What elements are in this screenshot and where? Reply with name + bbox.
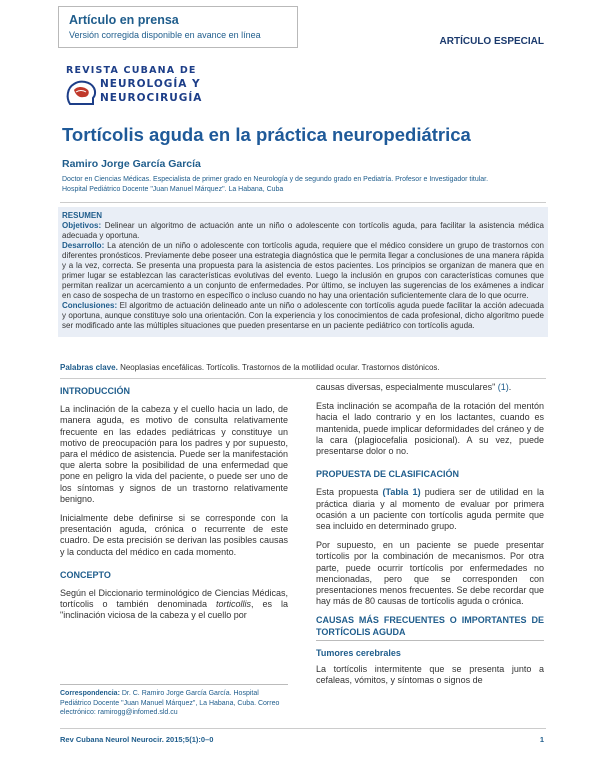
reference-link-1[interactable]: (1) [497,382,509,392]
classification-text-b: pudiera ser de utilidad en la práctica diaria y al momento de evaluar por primera ocasión a un paciente con tortícolis aguda permite que sea incluido en determinado grupo. [316,487,545,532]
right-column [316,382,544,694]
concept-paragraph-2: Esta inclinación se acompaña de la rotación del mentón hacia el lado contrario y en los lactantes, cuando es mantenida, puede implicar deformidades del cráneo y de la cara (plagiocefalia posicional). A su vez, puede presentarse dolor o no. [316,401,544,457]
abstract-conclusions [62,301,544,331]
journal-logo [62,64,207,112]
conclusions-label: Conclusiones: [62,301,118,310]
tumors-paragraph-1: La tortícolis intermitente que se presenta junto a cefaleas, vómitos, y síntomas o signos de [316,664,544,686]
author-name: Ramiro Jorge García García [62,158,201,170]
classification-paragraph-1 [316,487,544,532]
classification-paragraph-2: Por supuesto, en un paciente se puede presentar tortícolis por la combinación de mecanismos. Por otra parte, puede ocurrir tortícolis por enfermedades no mencionadas, pero que se corresponden con presentaciones menos frecuentes. Se debe recordar que hay más de 80 causas de tortícolis aguda o crónica. [316,540,544,607]
correspondence-text: Dr. C. Ramiro Jorge García García. Hospital Pediátrico Docente "Juan Manuel Márquez", La Habana, Cuba. Correo electrónico: ramirogg@infomed.sld.cu [60,690,280,716]
continuation-text: causas diversas, especialmente musculares" [316,382,498,392]
keywords [60,362,546,373]
concept-term: torticollis [216,599,252,610]
intro-paragraph-1: La inclinación de la cabeza y el cuello hacia un lado, de manera aguda, es motivo de consulta relativamente frecuente en las edades pediátricas y constituye un motivo de preocupación para los padres y por supuesto, para el médico de asistencia. Puede ser la manifestación que alerta sobre la posibilidad de una enfermedad que pone en peligro la vida del paciente, o puede ser uno de los síntomas y signos de un trastorno relativamente benigno. [60,404,288,504]
development-text: La atención de un niño o adolescente con tortícolis aguda, requiere que el médico considere un grupo de trastornos con diferentes pronósticos. Previamente debe poseer una estrategia diagnóstica que le permita llegar a conclusiones de una manera rápida y a la vez, correcta. Se presenta una propuesta para la asistencia de estos pacientes. Los principios se organizan de manera que en primer lugar se establezcan las características evolutivas del evento. Luego la inclusión en grupos con características comunes que permitan realizar un acercamiento a un conjunto de enfermedades. Por último, se incluyen las sugerencias de los exámenes a indicar en caso de sospecha de un trastorno en específico o incluso cuando no hay una orientación suficientemente clara de lo que ocurre. [62,241,544,300]
affiliation-line-2: Hospital Pediátrico Docente "Juan Manuel Márquez". La Habana, Cuba [62,185,284,193]
in-press-title: Artículo en prensa [69,13,179,27]
subheading-brain-tumors: Tumores cerebrales [316,647,401,658]
concept-paragraph-1 [60,588,288,622]
keywords-text: Neoplasias encefálicas. Tortícolis. Trastornos de la motilidad ocular. Trastornos distónicos. [120,363,440,372]
page-number: 1 [539,735,544,744]
header-divider [60,202,546,203]
section-heading-concept: CONCEPTO [60,569,111,580]
logo-line-3: NEUROCIRUGÍA [100,92,203,104]
intro-paragraph-2: Inicialmente debe definirse si se corresponde con la presentación aguda, crónica o recurrente de este cuadro. De esta precisión se derivan las posibles causas y la conducta del médico en cada momento. [60,513,288,557]
article-title: Tortícolis aguda en la práctica neuropediátrica [62,124,471,145]
brain-head-icon [64,78,98,108]
development-label: Desarrollo: [62,241,105,250]
correspondence-note [60,684,288,718]
continuation-end: . [508,382,512,392]
abstract-development [62,241,544,301]
author-affiliation [62,175,542,194]
abstract-heading: RESUMEN [62,211,103,220]
table-1-link[interactable]: (Tabla 1) [382,487,421,498]
concept-text-b: , es la "inclinación viciosa de la cabeza y el cuello por [60,599,289,621]
logo-line-1: REVISTA CUBANA DE [66,65,197,76]
left-column [60,382,288,630]
affiliation-line-1: Doctor en Ciencias Médicas. Especialista de primer grado en Neurología y de segundo grado en Pediatría. Profesor e Investigador titular. [62,176,489,183]
concept-text-a: Según el Diccionario terminológico de Ciencias Médicas, tortícolis o también denominada [60,588,288,610]
article-type-label: ARTÍCULO ESPECIAL [439,36,544,47]
conclusions-text: El algoritmo de actuación delineado ante un niño o adolescente con tortícolis aguda puede facilitar la acción adecuada y oportuna, aunque constituye solo una orientación. Con la experiencia y los conocimientos de cada profesional, dicho algoritmo puede ser modificado ante las múltiples situaciones que pueden presentarse en un paciente pediátrico con tortícolis aguda. [62,301,544,330]
abstract-divider [60,378,546,379]
footer-divider [60,728,546,729]
correspondence-label: Correspondencia: [60,690,120,697]
classification-text-a: Esta propuesta [316,487,383,498]
abstract-box [58,207,548,337]
in-press-subtitle: Versión corregida disponible en avance en línea [69,30,261,40]
abstract-objectives [62,221,544,241]
footer-journal-citation: Rev Cubana Neurol Neurocir. 2015;5(1):0–0 [60,735,214,744]
objectives-text: Delinear un algoritmo de actuación ante un niño o adolescente con tortícolis aguda, para facilitar la asistencia médica adecuada y oportuna. [62,221,544,240]
section-heading-introduction: INTRODUCCIÓN [60,386,130,396]
logo-line-2: NEUROLOGÍA Y [100,78,201,90]
concept-continuation [316,382,544,393]
section-heading-causes: CAUSAS MÁS FRECUENTES O IMPORTANTES DE TORTÍCOLIS AGUDA [316,615,544,640]
keywords-label: Palabras clave. [60,363,118,372]
in-press-box [58,6,298,48]
section-heading-classification: PROPUESTA DE CLASIFICACIÓN [316,469,460,480]
objectives-label: Objetivos: [62,221,102,230]
